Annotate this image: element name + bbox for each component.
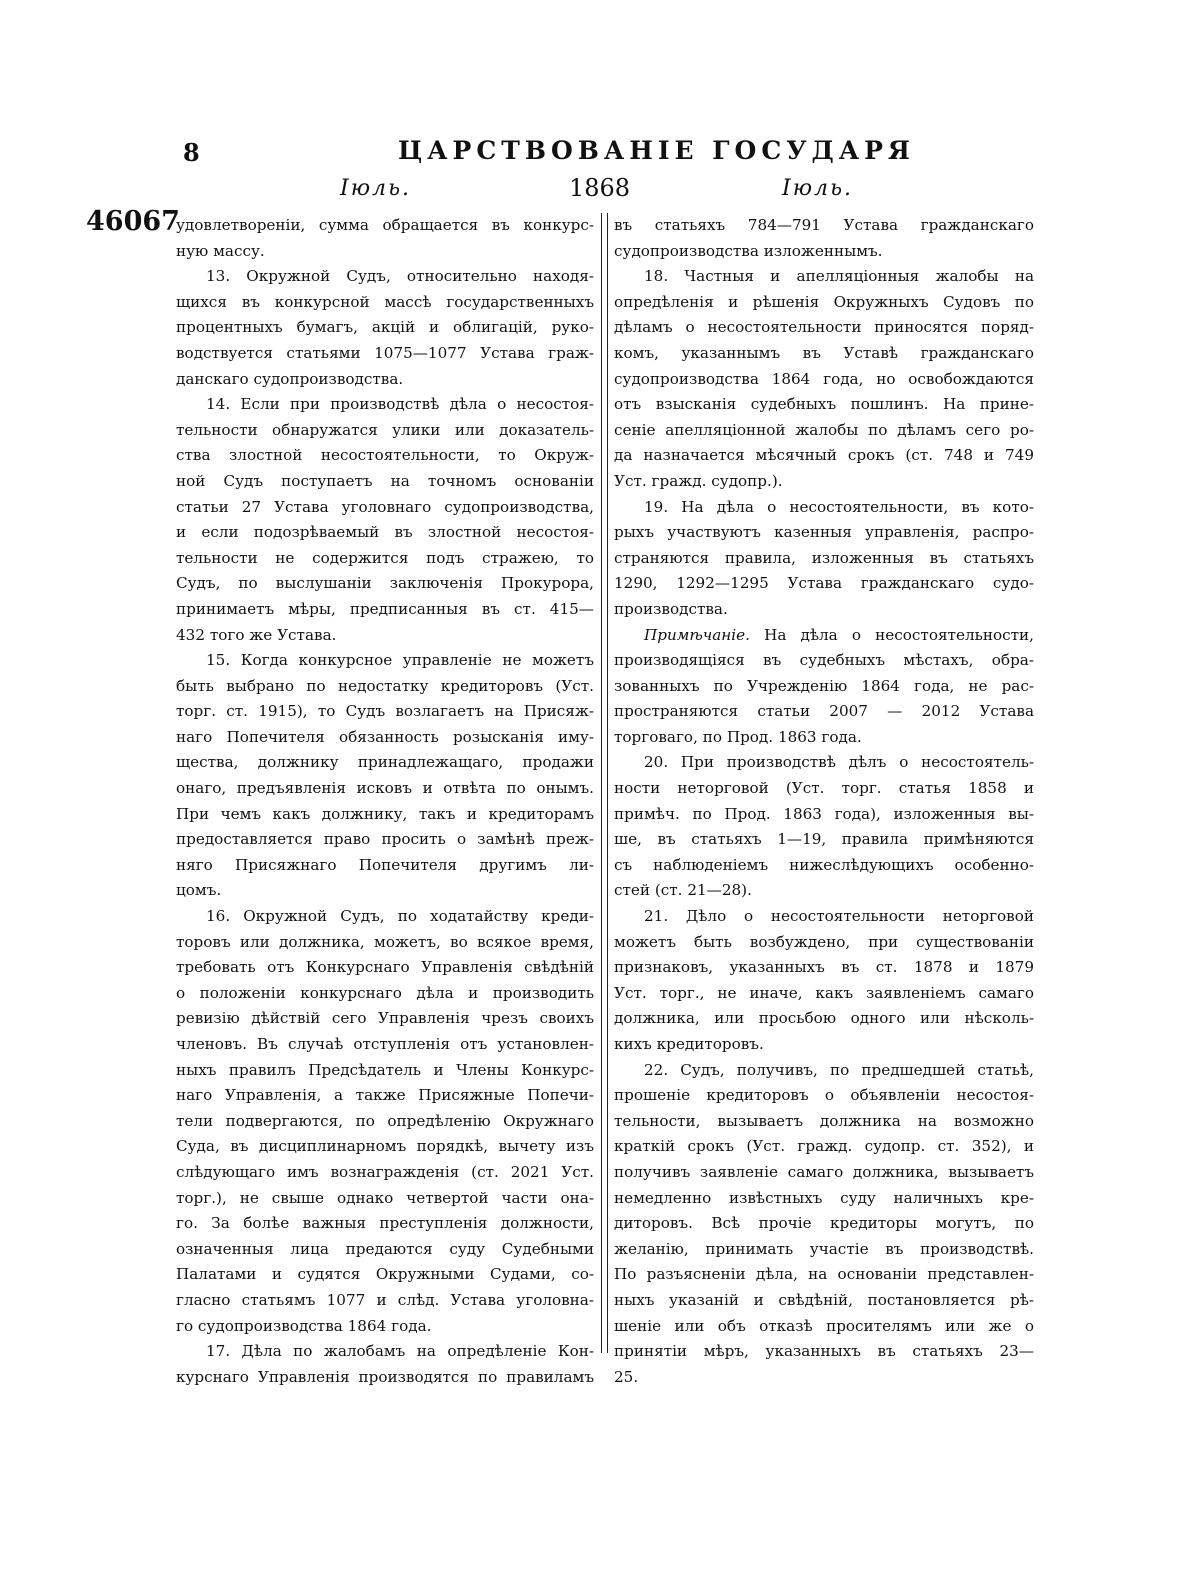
text-line: водствуется статьями 1075—1077 Устава граж- xyxy=(176,343,594,362)
text-line: немедленно извѣстныхъ суду наличныхъ кре- xyxy=(614,1188,1034,1207)
text-line: ства злостной несостоятельности, то Окруж- xyxy=(176,446,594,465)
text-line: статьи 27 Устава уголовнаго судопроизводства, xyxy=(176,497,594,516)
text-line: судопроизводства 1864 года, но освобождаются xyxy=(614,369,1034,388)
text-line: съ наблюденіемъ нижеслѣдующихъ особенно- xyxy=(614,855,1034,874)
text-line: членовъ. Въ случаѣ отступленія отъ установлен- xyxy=(176,1035,594,1053)
text-line: данскаго судопроизводства. xyxy=(176,369,404,388)
text-line: краткій срокъ (Уст. гражд. судопр. ст. 352), и xyxy=(614,1137,1034,1156)
text-line: торг. ст. 1915), то Судъ возлагаетъ на Присяж- xyxy=(176,702,594,721)
text-line: Уст. торг., не иначе, какъ заявленіемъ самаго xyxy=(614,983,1034,1002)
text-line: процентныхъ бумагъ, акцій и облигацій, руко- xyxy=(176,318,594,337)
text-line: о положеніи конкурснаго дѣла и производить xyxy=(176,983,594,1002)
text-line: отъ взысканія судебныхъ пошлинъ. На прине- xyxy=(614,395,1034,414)
text-line: 15. Когда конкурсное управленіе не можетъ xyxy=(206,651,594,670)
text-line: удовлетвореніи, сумма обращается въ конкурс- xyxy=(176,216,594,234)
text-line: наго Управленія, а также Присяжные Попечи- xyxy=(176,1086,594,1105)
running-title: ЦАРСТВОВАНІЕ ГОСУДАРЯ xyxy=(398,136,915,165)
text-line: 1290, 1292—1295 Устава гражданскаго судо- xyxy=(614,574,1034,593)
month-left: Іюль. xyxy=(340,176,412,201)
law-number: 46067 xyxy=(86,206,180,237)
left-column xyxy=(176,213,594,1390)
text-line: щества, должнику принадлежащаго, продажи xyxy=(176,753,594,772)
text-line: торговаго, по Прод. 1863 года. xyxy=(614,727,862,746)
text-line: Суда, въ дисциплинарномъ порядкѣ, вычету изъ xyxy=(176,1137,594,1156)
text-line: 25. xyxy=(614,1367,639,1386)
text-line: стей (ст. 21—28). xyxy=(614,881,752,900)
text-line: гласно статьямъ 1077 и слѣд. Устава уголовна- xyxy=(176,1290,594,1309)
text-line: означенныя лица предаются суду Судебными xyxy=(176,1239,594,1258)
text-line: быть выбрано по недостатку кредиторовъ (Уст. xyxy=(176,676,594,695)
text-line: ше, въ статьяхъ 1—19, правила примѣняются xyxy=(614,830,1034,849)
text-line: должника, или просьбою одного или нѣсколь- xyxy=(614,1009,1034,1028)
note-label: Примѣчаніе. xyxy=(644,625,750,644)
text-line: щихся въ конкурсной массѣ государственныхъ xyxy=(176,292,594,311)
text-line: судопроизводства изложеннымъ. xyxy=(614,241,883,260)
text-line: шеніе или объ отказѣ просителямъ или же о xyxy=(614,1316,1034,1335)
text-line: рыхъ участвуютъ казенныя управленія, распро- xyxy=(614,523,1034,542)
text-line: принятіи мѣръ, указанныхъ въ статьяхъ 23— xyxy=(614,1342,1034,1361)
text-line: получивъ заявленіе самаго должника, вызываетъ xyxy=(614,1162,1034,1181)
text-line: прошеніе кредиторовъ о объявленіи несостоя- xyxy=(614,1086,1034,1105)
text-line: Уст. гражд. судопр.). xyxy=(614,471,783,490)
text-line: опредѣленія и рѣшенія Окружныхъ Судовъ по xyxy=(614,292,1034,311)
text-line: тельности обнаружатся улики или доказатель- xyxy=(176,420,594,439)
month-right: Іюль. xyxy=(782,176,854,201)
text-line: въ статьяхъ 784—791 Устава гражданскаго xyxy=(614,216,1034,234)
text-line: ревизію дѣйствій сего Управленія чрезъ своихъ xyxy=(176,1009,594,1028)
text-line: 432 того же Устава. xyxy=(176,625,337,644)
text-line: сеніе апелляціонной жалобы по дѣламъ сего ро- xyxy=(614,420,1034,439)
text-line: Судъ, по выслушаніи заключенія Прокурора, xyxy=(176,574,594,593)
text-line: страняются правила, изложенныя въ статьяхъ xyxy=(614,548,1034,567)
text-line: ную массу. xyxy=(176,241,265,260)
text-line: дѣламъ о несостоятельности приносятся поряд- xyxy=(614,318,1034,337)
text-line: кихъ кредиторовъ. xyxy=(614,1035,764,1053)
text-line: торовъ или должника, можетъ, во всякое время, xyxy=(176,932,594,951)
note-text: На дѣла о несостоятельности, xyxy=(749,625,1034,644)
column-rule xyxy=(601,213,608,1353)
year: 1868 xyxy=(569,174,631,202)
text-line xyxy=(614,623,1034,649)
text-line: Палатами и судятся Окружными Судами, со- xyxy=(176,1265,594,1284)
text-line: 16. Окружной Судъ, по ходатайству креди- xyxy=(206,907,594,926)
text-line: 21. Дѣло о несостоятельности неторговой xyxy=(644,907,1034,926)
text-line: зованныхъ по Учрежденію 1864 года, не рас- xyxy=(614,676,1034,695)
text-line: торг.), не свыше однако четвертой части она- xyxy=(176,1188,594,1207)
text-line: производства. xyxy=(614,599,728,618)
text-line: пространяются статьи 2007 — 2012 Устава xyxy=(614,702,1034,721)
text-line: курснаго Управленія производятся по правиламъ xyxy=(176,1367,594,1386)
text-line: желанію, принимать участіе въ производствѣ. xyxy=(614,1239,1034,1258)
text-line: цомъ. xyxy=(176,881,222,900)
text-line: 17. Дѣла по жалобамъ на опредѣленіе Кон- xyxy=(206,1342,594,1361)
text-line: 14. Если при производствѣ дѣла о несостоя- xyxy=(206,395,594,414)
text-line: диторовъ. Всѣ прочіе кредиторы могутъ, по xyxy=(614,1214,1034,1233)
text-line: ныхъ правилъ Предсѣдатель и Члены Конкурс- xyxy=(176,1060,594,1079)
text-line: няго Присяжнаго Попечителя другимъ ли- xyxy=(176,855,594,874)
text-line: тельности, вызываетъ должника на возможно xyxy=(614,1111,1034,1130)
text-line: слѣдующаго имъ вознагражденія (ст. 2021 Уст. xyxy=(176,1162,594,1181)
page-number: 8 xyxy=(183,138,200,167)
text-line: примѣч. по Прод. 1863 года), изложенныя вы- xyxy=(614,804,1034,823)
text-line: го. За болѣе важныя преступленія должности, xyxy=(176,1214,594,1233)
text-line: комъ, указаннымъ въ Уставѣ гражданскаго xyxy=(614,343,1034,362)
text-line: принимаетъ мѣры, предписанныя въ ст. 415— xyxy=(176,599,594,618)
text-line: онаго, предъявленія исковъ и отвѣта по онымъ. xyxy=(176,779,594,798)
text-line: ности неторговой (Уст. торг. статья 1858 и xyxy=(614,779,1034,798)
text-line: го судопроизводства 1864 года. xyxy=(176,1316,432,1335)
text-line: 18. Частныя и апелляціонныя жалобы на xyxy=(644,267,1034,286)
text-line: 22. Судъ, получивъ, по предшедшей статьѣ, xyxy=(644,1060,1034,1079)
text-line: ной Судъ поступаетъ на точномъ основаніи xyxy=(176,471,594,490)
text-line: 13. Окружной Судъ, относительно находя- xyxy=(206,267,594,286)
text-line: По разъясненіи дѣла, на основаніи представлен- xyxy=(614,1265,1034,1284)
text-line: и если подозрѣваемый въ злостной несостоя- xyxy=(176,523,594,542)
text-line: признаковъ, указанныхъ въ ст. 1878 и 1879 xyxy=(614,958,1034,977)
text-line: предоставляется право просить о замѣнѣ преж- xyxy=(176,830,594,849)
text-line: требовать отъ Конкурснаго Управленія свѣдѣній xyxy=(176,958,594,977)
text-line: При чемъ какъ должнику, такъ и кредиторамъ xyxy=(176,804,594,823)
text-line: производящіяся въ судебныхъ мѣстахъ, обра- xyxy=(614,651,1034,670)
text-line: да назначается мѣсячный срокъ (ст. 748 и 749 xyxy=(614,446,1034,465)
text-line: можетъ быть возбуждено, при существованіи xyxy=(614,932,1034,951)
text-line: тельности не содержится подъ стражею, то xyxy=(176,548,594,567)
text-line: 20. При производствѣ дѣлъ о несостоятель- xyxy=(644,753,1034,772)
text-line: тели подвергаются, по опредѣленію Окружнаго xyxy=(176,1111,594,1130)
text-line: ныхъ указаній и свѣдѣній, постановляется рѣ- xyxy=(614,1290,1034,1309)
right-column xyxy=(614,213,1034,1390)
text-line: наго Попечителя обязанность розысканія иму- xyxy=(176,727,594,746)
text-line: 19. На дѣла о несостоятельности, въ кото- xyxy=(644,497,1034,516)
